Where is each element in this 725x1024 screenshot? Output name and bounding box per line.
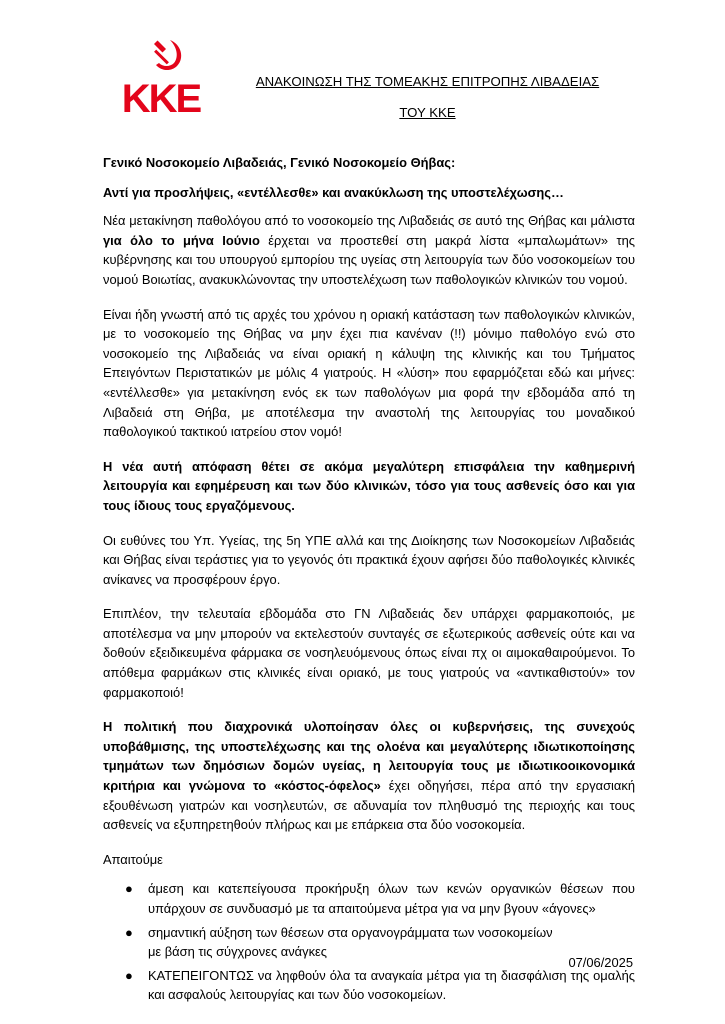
hammer-sickle-icon <box>121 38 201 118</box>
demand-text: σημαντική αύξηση των θέσεων στα οργανογράμματα των νοσοκομείων <box>148 924 553 940</box>
paragraph-3 <box>103 457 635 516</box>
paragraph-3-bold: Η νέα αυτή απόφαση θέτει σε ακόμα μεγαλύτερη επισφάλεια την καθημερινή λειτουργία και εφημέρευση και των δύο κλινικών, τόσο για τους ασθενείς όσο και για τους ίδιους τους εργαζόμενους. <box>103 458 635 513</box>
paragraph-1-text-a: Νέα μετακίνηση παθολόγου από το νοσοκομείο της Λιβαδειάς σε αυτό της Θήβας και μάλιστα <box>103 213 635 229</box>
paragraph-1 <box>103 211 635 289</box>
demand-text: άμεση και κατεπείγουσα προκήρυξη όλων των κενών οργανικών θέσεων που υπάρχουν σε συνδυασμό με τα απαιτούμενα μέτρα για να μην βγουν «άγονες» <box>148 881 635 916</box>
header-line-1: ΑΝΑΚΟΙΝΩΣΗ ΤΗΣ ΤΟΜΕΑΚΗΣ ΕΠΙΤΡΟΠΗΣ ΛΙΒΑΔΕΙΑΣ <box>255 74 600 89</box>
header-line-2: ΤΟΥ ΚΚΕ <box>399 105 456 120</box>
title-hospitals: Γενικό Νοσοκομείο Λιβαδειάς, Γενικό Νοσοκομείο Θήβας: <box>103 155 456 170</box>
demands-intro: Απαιτούμε <box>103 851 163 867</box>
demand-item <box>103 966 635 1005</box>
demand-text-continued: με βάση τις σύγχρονες ανάγκες <box>148 944 327 960</box>
bullet-icon: ● <box>125 881 133 897</box>
announcement-header <box>230 66 625 128</box>
paragraph-2: Είναι ήδη γνωστή από τις αρχές του χρόνου η οριακή κατάσταση των παθολογικών κλινικών, με το νοσοκομείο της Θήβας να μην έχει πια κανέναν (!!) μόνιμο παθολόγο ενώ στο νοσοκομείο της Λιβαδειάς να είναι οριακή η κάλυψη της κλινικής και του Τμήματος Επειγόντων Περιστατικών με μόλις 4 γιατρούς. Η «λύση» που εφαρμόζεται εδώ και μήνες: «εντέλλεσθε» για μετακίνηση ενός εκ των παθολόγων μια φορά την εβδομάδα από τη Λιβαδειά στη Θήβα, με αποτέλεσμα την αναστολή της λειτουργίας του μοναδικού παθολογικού τακτικού ιατρείου στον νομό! <box>103 306 635 440</box>
paragraph-1-text-b: έρχεται να προστεθεί στη μακρά λίστα «μπαλωμάτων» της κυβέρνησης και του υπουργού εμπορίου της υγείας στη λειτουργία των δύο νοσοκομείων του νομού Βοιωτίας, ανακυκλώνοντας την υποστελέχωση των παθολογικών κλινικών του νομού. <box>103 232 635 287</box>
bullet-icon: ● <box>125 924 133 940</box>
svg-text:ΚΚΕ: ΚΚΕ <box>121 77 201 118</box>
demands-list <box>103 879 635 1005</box>
demand-item <box>103 879 635 918</box>
bullet-icon: ● <box>125 967 133 983</box>
announcement-body <box>103 153 635 1009</box>
title-headline: Αντί για προσλήψεις, «εντέλλεσθε» και ανακύκλωση της υποστελέχωσης… <box>103 184 564 200</box>
paragraph-6-text: έχει οδηγήσει, πέρα από την εργασιακή εξουθένωση γιατρών και νοσηλευτών, σε αδυναμία τον πληθυσμό της περιοχής και τους ασθενείς να εξυπηρετηθούν πλήρως και με επάρκεια στα δύο νοσοκομεία. <box>103 778 635 833</box>
paragraph-6 <box>103 717 635 835</box>
paragraph-6-bold: Η πολιτική που διαχρονικά υλοποίησαν όλες οι κυβερνήσεις, της συνεχούς υποβάθμισης, της υποστελέχωσης και της ολοένα και μεγαλύτερης ιδιωτικοποίησης τμημάτων των δημόσιων δομών υγείας, η λειτουργία τους με ιδιωτικοοικονομικά κριτήρια και γνώμονα το «κόστος-όφελος» <box>103 719 635 794</box>
demand-item <box>103 923 635 962</box>
paragraph-1-bold: για όλο το μήνα Ιούνιο <box>103 232 260 248</box>
demand-text: ΚΑΤΕΠΕΙΓΟΝΤΩΣ να ληφθούν όλα τα αναγκαία μέτρα για τη διασφάλιση της ομαλής και ασφαλούς λειτουργίας και των δύο νοσοκομείων. <box>148 967 635 1003</box>
paragraph-5: Επιπλέον, την τελευταία εβδομάδα στο ΓΝ Λιβαδειάς δεν υπάρχει φαρμακοποιός, με αποτέλεσμα να μην μπορούν να εκτελεστούν συνταγές σε εξωτερικούς ασθενείς ούτε και να δοθούν εξειδικευμένα φάρμακα σε νοσηλευόμενους όπως είναι πχ οι αιμοκαθαιρούμενοι. Το απόθεμα φαρμάκων στις κλινικές είναι οριακό, με τους γιατρούς να «αντικαθιστούν» τον φαρμακοποιό! <box>103 606 635 700</box>
document-date: 07/06/2025 <box>568 955 633 970</box>
paragraph-4: Οι ευθύνες του Υπ. Υγείας, της 5η ΥΠΕ αλλά και της Διοίκησης των Νοσοκομείων Λιβαδειάς και Θήβας είναι τεράστιες για το γεγονός ότι πρακτικά έχουν αφήσει δύο παθολογικές κλινικές ανίκανες να προσφέρουν έργο. <box>103 532 635 587</box>
kke-logo <box>121 38 201 118</box>
